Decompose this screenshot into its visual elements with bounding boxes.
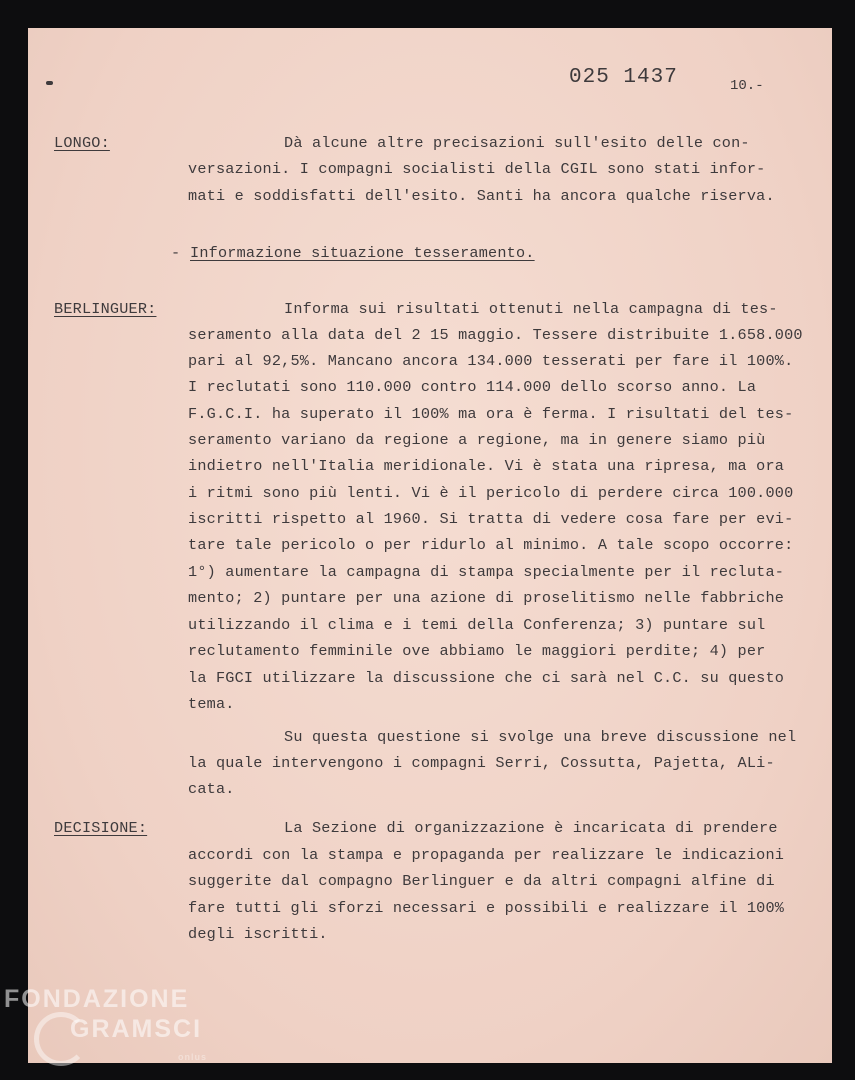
decisione-line: suggerite dal compagno Berlinguer e da altri compagni alfine di (188, 872, 775, 890)
decisione-line: accordi con la stampa e propaganda per realizzare le indicazioni (188, 846, 785, 864)
berlinguer-line: iscritti rispetto al 1960. Si tratta di vedere cosa fare per evi- (188, 510, 794, 528)
discussion-line: Su questa questione si svolge una breve discussione nel (284, 728, 797, 746)
document-page (28, 28, 832, 1063)
agenda-title: Informazione situazione tesseramento. (190, 244, 535, 262)
watermark-line3: onlus (178, 1052, 207, 1062)
decisione-line: fare tutti gli sforzi necessari e possibili e realizzare il 100% (188, 899, 785, 917)
berlinguer-line: F.G.C.I. ha superato il 100% ma ora è ferma. I risultati del tes- (188, 405, 794, 423)
watermark-line2: GRAMSCI (70, 1015, 203, 1043)
berlinguer-line: seramento variano da regione a regione, ma in genere siamo più (188, 431, 766, 449)
document-number: 025 1437 (569, 66, 678, 89)
berlinguer-line: I reclutati sono 110.000 contro 114.000 dello scorso anno. La (188, 378, 757, 396)
agenda-dash: - (171, 244, 181, 262)
berlinguer-line: indietro nell'Italia meridionale. Vi è stata una ripresa, ma ora (188, 457, 785, 475)
berlinguer-line: i ritmi sono più lenti. Vi è il pericolo di perdere circa 100.000 (188, 484, 794, 502)
page-number: 10.- (730, 78, 764, 94)
decisione-line: degli iscritti. (188, 925, 328, 943)
longo-line: Dà alcune altre precisazioni sull'esito delle con- (284, 134, 750, 152)
discussion-line: la quale intervengono i compagni Serri, Cossutta, Pajetta, ALi- (188, 754, 775, 772)
speaker-berlinguer: BERLINGUER: (54, 300, 157, 318)
berlinguer-line: mento; 2) puntare per una azione di proselitismo nelle fabbriche (188, 589, 785, 607)
berlinguer-line: tema. (188, 695, 235, 713)
ink-mark (46, 81, 53, 85)
berlinguer-line: reclutamento femminile ove abbiamo le maggiori perdite; 4) per (188, 642, 766, 660)
berlinguer-line: Informa sui risultati ottenuti nella campagna di tes- (284, 300, 778, 318)
longo-line: versazioni. I compagni socialisti della CGIL sono stati infor- (188, 160, 766, 178)
berlinguer-line: tare tale pericolo o per ridurlo al minimo. A tale scopo occorre: (188, 536, 794, 554)
berlinguer-line: 1°) aumentare la campagna di stampa specialmente per il recluta- (188, 563, 785, 581)
longo-line: mati e soddisfatti dell'esito. Santi ha ancora qualche riserva. (188, 187, 775, 205)
watermark-line1: FONDAZIONE (4, 985, 190, 1013)
speaker-decisione: DECISIONE: (54, 819, 148, 837)
decisione-line: La Sezione di organizzazione è incaricata di prendere (284, 819, 778, 837)
berlinguer-line: la FGCI utilizzare la discussione che ci sarà nel C.C. su questo (188, 669, 785, 687)
berlinguer-line: seramento alla data del 2 15 maggio. Tessere distribuite 1.658.000 (188, 326, 803, 344)
discussion-line: cata. (188, 780, 235, 798)
speaker-longo: LONGO: (54, 134, 110, 152)
berlinguer-line: utilizzando il clima e i temi della Conferenza; 3) puntare sul (188, 616, 766, 634)
berlinguer-line: pari al 92,5%. Mancano ancora 134.000 tesserati per fare il 100%. (188, 352, 794, 370)
